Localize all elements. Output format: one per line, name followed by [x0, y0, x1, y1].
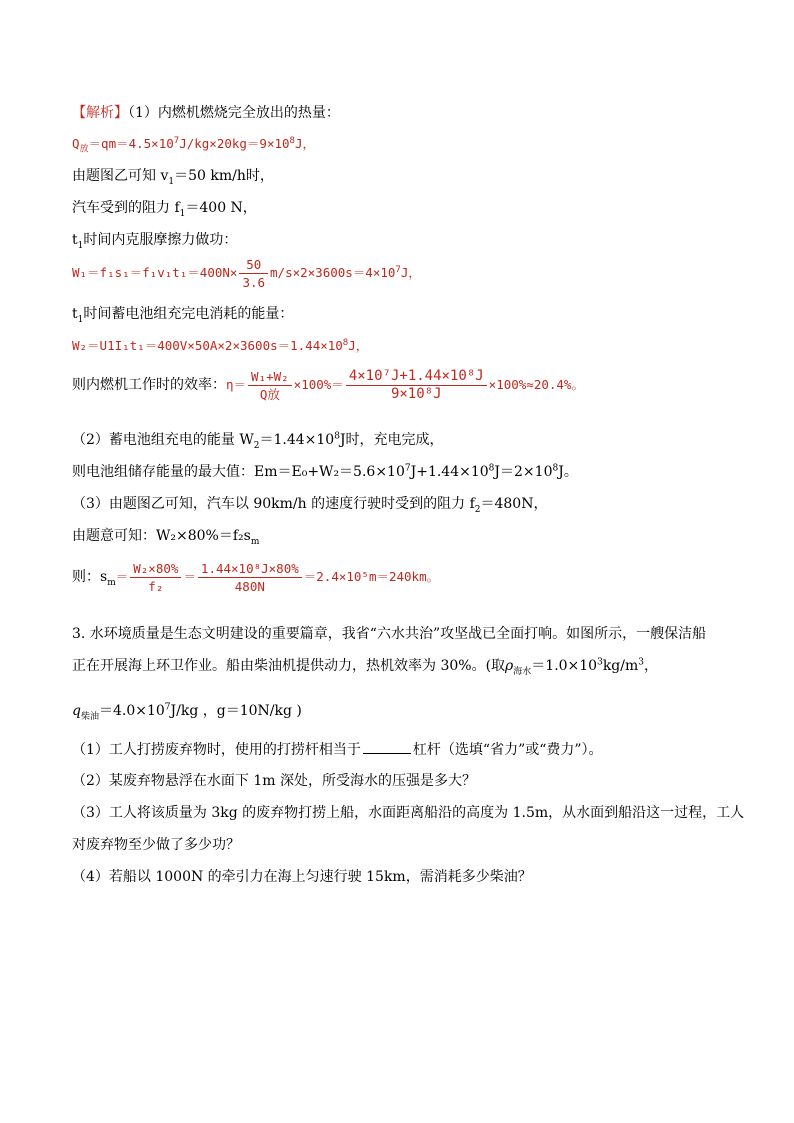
fraction-distance-values: $\frac{\text{1.44×10⁸J×80\%}}{480N}$ — [198, 560, 302, 595]
analysis-part1-intro: （1）内燃机燃烧完全放出的热量： — [128, 105, 340, 121]
question-part3-line2: 对废弃物至少做了多少功？ — [72, 837, 240, 853]
battery-energy-heading: $t_1$时间蓄电池组充完电消耗的能量： — [72, 306, 294, 325]
friction-work-heading: $t_1$时间内克服摩擦力做功： — [72, 232, 238, 251]
question-3-stem-line1: 3. 水环境质量是生态文明建设的重要篇章，我省“六水共治”攻坚战已全面打响。如图所示，一艘保洁船 — [72, 626, 707, 642]
question-part2: （2）某废弃物悬浮在水面下 1m 深处，所受海水的压强是多大？ — [72, 773, 476, 789]
part2-charge-line: （2）蓄电池组充电的能量 $W_2=1.44\times 10^8J$时，充电完成， — [72, 431, 444, 451]
resistance-line: 汽车受到的阻力 $f_1=400$ N， — [72, 200, 257, 219]
max-energy-line: 则电池组储存能量的最大值：$Em=E_0+W_2=5.6\times 10^7J+1.44\times 10^8J=2\times 10^8J$。 — [72, 463, 578, 480]
question-3-stem-line3: $q_{柴油}=4.0\times 10^7J/kg$ ，g＝10N/kg ) — [72, 702, 302, 722]
speed-line: 由题图乙可知 $v_1=50$ km/h时， — [72, 168, 274, 187]
fraction-efficiency-values: $\frac{\text{4×10⁷J+1.44×10⁸J}}{\text{9×10⁸J}}$ — [346, 368, 487, 403]
battery-energy-formula: $W_2=U1I_1t_1=400V\times 50A\times 2\times 3600s=1.44\times 10^8J$， — [72, 337, 369, 353]
distance-result-line: 则：$s_m=$ $\frac{\text{W₂×80\%}}{\text{f₂}}$ ＝ $\frac{\text{1.44×10⁸J×80\%}}{480N}$ ＝2.4×10⁵m＝240km。 — [72, 561, 440, 594]
heat-released-formula: $Q_放=qm=4.5\times 10^7J/kg\times 20kg=9\times 10^8J$， — [72, 135, 315, 155]
question-part1: （1）工人打捞废弃物时，使用的打捞杆相当于 杠杆（选填“省力”或“费力”）。 — [72, 742, 603, 758]
efficiency-line: 则内燃机工作时的效率：η＝ $\frac{\text{W₁+W₂}}{\text{Q放}}$ ×100%＝ $\frac{\text{4×10⁷J+1.44×10⁸J}}{\text{9×10⁸J}}$ ×100%≈20.4%。 — [72, 368, 584, 402]
fraction-work-over-heat: $\frac{\text{W₁+W₂}}{\text{Q放}}$ — [248, 368, 292, 403]
fraction-work-over-force: $\frac{\text{W₂×80\%}}{\text{f₂}}$ — [130, 560, 181, 595]
analysis-tag: 【解析】 — [72, 105, 128, 121]
question-part3-line1: （3）工人将该质量为 3kg 的废弃物打捞上船，水面距离船沿的高度为 1.5m，从水面到船沿这一过程，工人 — [72, 805, 745, 821]
fraction-50-over-3.6: $\frac{50}{3.6}$ — [239, 256, 268, 291]
analysis-heading — [72, 104, 754, 122]
question-part4: （4）若船以 1000N 的牵引力在海上匀速行驶 15km，需消耗多少柴油？ — [72, 869, 532, 885]
friction-work-formula: W₁＝f₁s₁＝f₁v₁t₁＝400N× $\frac{50}{3.6}$ $m/s\times 2\times 3600s=4\times 10^7J$， — [72, 257, 421, 290]
answer-blank — [363, 740, 411, 754]
part3-resistance-line: （3）由题图乙可知，汽车以 90km/h 的速度行驶时受到的阻力 $f_2=480N$， — [72, 496, 548, 515]
question-3-stem-line2: 正在开展海上环卫作业。船由柴油机提供动力，热机效率为 30%。(取$\rho_{海水}=1.0\times 10^3kg/m^3$， — [72, 657, 658, 677]
energy-equation-line: 由题意可知：$W_2\times 80\%=f_2s_m$ — [72, 528, 260, 547]
